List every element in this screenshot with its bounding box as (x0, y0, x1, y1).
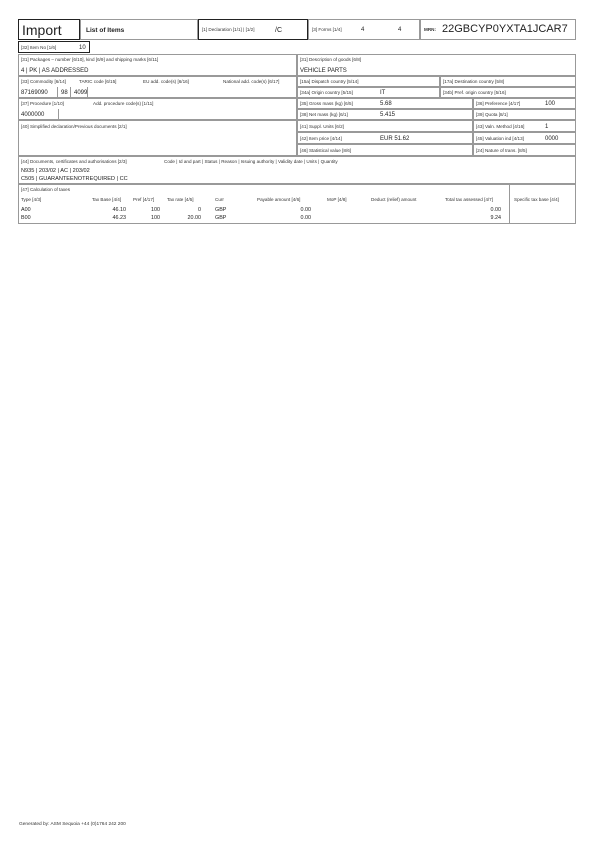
add-procedure-label: Add. procedure code(s) [1/11] (93, 101, 154, 106)
commodity-label: [33] Commodity [6/14] (21, 79, 66, 84)
taxes-specific-divider (509, 185, 510, 224)
valuation-ind-label: [45] Valuation ind [4/13] (476, 136, 524, 141)
documents-box (18, 156, 576, 184)
tax-header-pref: Pref [4/17] (133, 197, 155, 202)
import-box (18, 19, 80, 40)
tax-row-1-payable: 0.00 (300, 215, 311, 221)
valn-method-value: 1 (545, 124, 549, 130)
commodity-box (18, 76, 297, 98)
net-mass-value: 5.415 (380, 112, 396, 118)
description-value: VEHICLE PARTS (300, 68, 347, 74)
tax-row-0-payable: 0.00 (300, 207, 311, 213)
preference-label: [36] Preference [4/17] (476, 101, 521, 106)
footer-generated-by: Generated by: ASM Sequoia +44 (0)1764 242 200 (19, 822, 126, 827)
valuation-ind-box (473, 132, 576, 144)
tax-row-0-total: 0.00 (490, 207, 501, 213)
quota-box (473, 109, 576, 120)
procedure-label: [37] Procedure [1/10] (21, 101, 64, 106)
forms-value-2: 4 (398, 27, 402, 33)
tax-row-0-type: A00 (21, 207, 31, 213)
declaration-box (198, 19, 308, 40)
documents-code-label: Code | Id and part | Status | Reason | Issuing authority | Validity date | Units | Quantity (164, 159, 338, 164)
tax-row-1-tax-rate: 20.00 (187, 215, 201, 221)
net-mass-box (297, 109, 473, 120)
statistical-value-label: [46] Statistical value [8/6] (300, 148, 352, 153)
documents-line-2: C505 | GUARANTEENOTREQUIRED | CC (21, 176, 128, 182)
description-box (297, 54, 576, 76)
destination-country-box (440, 76, 576, 87)
tax-header-tax-base: Tax Base [4/4] (92, 197, 122, 202)
quota-label: [39] Quota [8/1] (476, 112, 508, 117)
valn-method-box (473, 120, 576, 132)
commodity-divider-3 (87, 87, 88, 98)
national-add-label: National add. code(s) [6/17] (223, 79, 280, 84)
list-of-items-title: List of Items (86, 27, 125, 34)
taxes-label: [47] Calculation of taxes (21, 187, 71, 192)
tax-header-mop: MoP [4/8] (327, 197, 347, 202)
procedure-box (18, 98, 297, 120)
import-title: Import (22, 22, 62, 38)
procedure-value: 4000000 (21, 112, 45, 118)
declaration-value: /C (275, 27, 282, 34)
tax-header-payable: Payable amount [4/6] (257, 197, 301, 202)
forms-label: [3] Forms [1/4] (312, 27, 342, 32)
packages-value: 4 | PK | AS ADDRESSED (21, 68, 89, 74)
tax-row-0-tax-base: 46.10 (112, 207, 126, 213)
item-price-label: [42] Item price [4/14] (300, 136, 342, 141)
tax-header-type: Type [4/3] (21, 197, 42, 202)
procedure-divider (58, 109, 59, 120)
item-price-box (297, 132, 473, 144)
item-no-value: 10 (79, 45, 86, 51)
tax-row-1-type: B00 (21, 215, 31, 221)
mrn-value: 22GBCYP0YXTA1JCAR7 (442, 23, 568, 35)
gross-mass-value: 5.68 (380, 101, 392, 107)
packages-box (18, 54, 297, 76)
pref-origin-country-box (440, 87, 576, 98)
gross-mass-label: [35] Gross mass (kg) [6/5] (300, 101, 353, 106)
nature-of-trans-box (473, 144, 576, 156)
eu-add-label: EU add. code(s) [6/16] (143, 79, 189, 84)
mrn-box (420, 19, 576, 40)
tax-row-1-pref: 100 (151, 215, 160, 221)
valn-method-label: [43] Valn. Method [4/16] (476, 124, 525, 129)
tax-header-total: Total tax assessed [4/7] (445, 197, 494, 202)
packages-label: [31] Packages – number [6/10], kind [6/9] and shipping marks [6/11] (21, 57, 159, 62)
tax-row-0-curr: GBP (215, 207, 227, 213)
preference-value: 100 (545, 101, 556, 107)
commodity-divider-2 (70, 87, 71, 98)
mrn-label: MRN: (424, 27, 436, 32)
item-no-label: [32] Item No [1/6] (21, 45, 57, 50)
commodity-divider-1 (57, 87, 58, 98)
net-mass-label: [38] Net mass (kg) [6/1] (300, 112, 348, 117)
pref-origin-country-label: [34b] Pref. origin country [5/16] (443, 90, 506, 95)
suppl-units-box (297, 120, 473, 132)
list-of-items-box (80, 19, 198, 40)
item-price-value: EUR 51.62 (380, 136, 410, 142)
dispatch-country-box (297, 76, 440, 87)
forms-box (308, 19, 420, 40)
suppl-units-label: [41] Suppl. Units [6/2] (300, 124, 344, 129)
documents-label: [44] Documents, certificates and authorisations [2/3] (21, 159, 127, 164)
taxes-box (18, 184, 576, 224)
gross-mass-box (297, 98, 473, 109)
simplified-declaration-label: [40] Simplified declaration/Previous documents [2/1] (21, 124, 127, 129)
origin-country-value: IT (380, 90, 386, 96)
origin-country-label: [34a] Origin country [5/15] (300, 90, 353, 95)
destination-country-label: [17a] Destination country [5/8] (443, 79, 505, 84)
tax-header-deduct: Deduct (relief) amount (371, 197, 417, 202)
statistical-value-box (297, 144, 473, 156)
taric-label: TARIC code [6/15] (79, 79, 117, 84)
tax-header-specific: Specific tax base [4/4] (514, 197, 559, 202)
commodity-value-3: 4099 (74, 90, 88, 96)
tax-row-1-curr: GBP (215, 215, 227, 221)
tax-header-tax-rate: Tax rate [4/5] (167, 197, 194, 202)
declaration-label: [1] Declaration [1/1] | [1/2] (202, 27, 255, 32)
nature-of-trans-label: [24] Nature of trans. [8/5] (476, 148, 527, 153)
dispatch-country-label: [15a] Dispatch country [5/14] (300, 79, 359, 84)
tax-row-1-tax-base: 46.23 (112, 215, 126, 221)
valuation-ind-value: 0000 (545, 136, 559, 142)
origin-country-box (297, 87, 440, 98)
preference-box (473, 98, 576, 109)
tax-row-0-tax-rate: 0 (198, 207, 201, 213)
documents-line-1: N935 | 203/02 | AC | 203/02 (21, 168, 90, 174)
tax-row-1-total: 9.24 (490, 215, 501, 221)
item-no-box (18, 41, 90, 53)
forms-value-1: 4 (361, 27, 365, 33)
description-label: [31] Description of goods [6/8] (300, 57, 362, 62)
tax-row-0-pref: 100 (151, 207, 160, 213)
commodity-value-2: 98 (61, 90, 68, 96)
simplified-declaration-box (18, 120, 297, 156)
commodity-value: 87169090 (21, 90, 48, 96)
tax-header-curr: Curr (215, 197, 224, 202)
